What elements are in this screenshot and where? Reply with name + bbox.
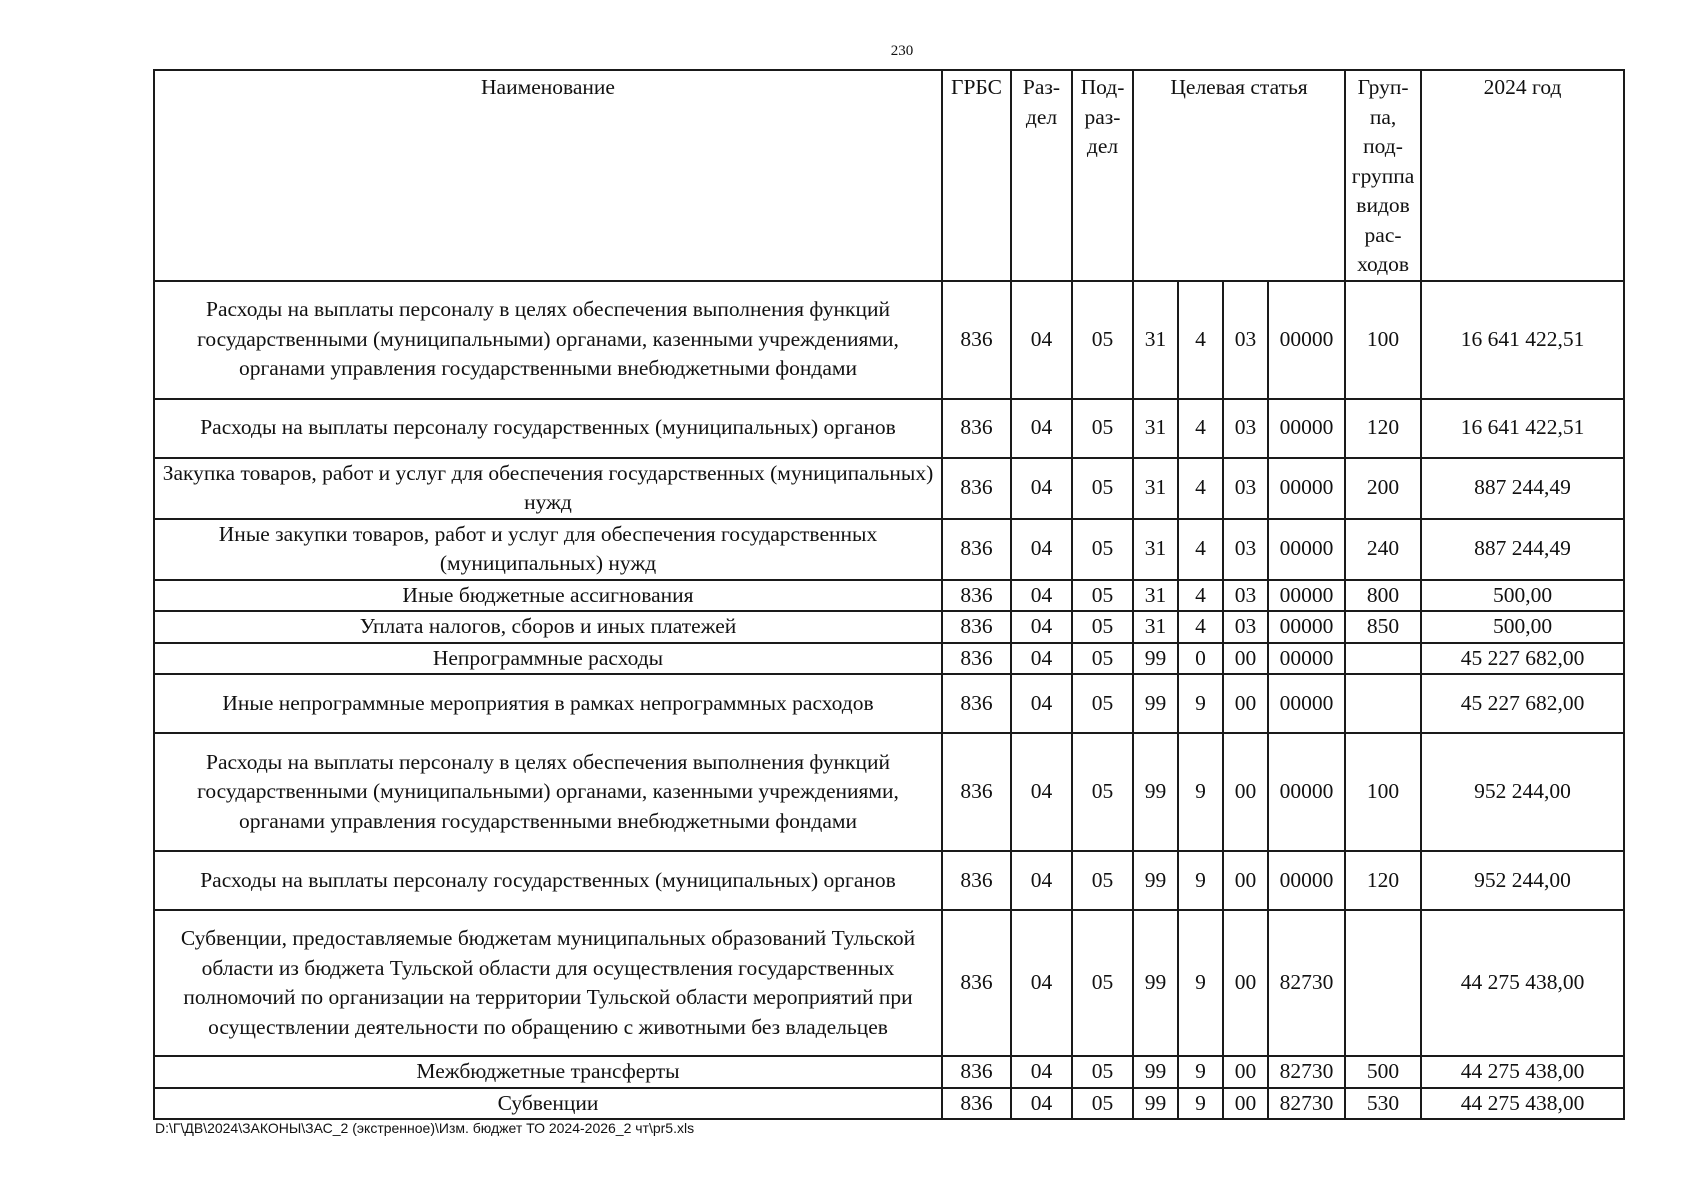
cell-razdel: 04 — [1011, 399, 1072, 458]
cell-target-direction: 00000 — [1268, 580, 1345, 612]
cell-expense-group: 800 — [1345, 580, 1421, 612]
budget-table — [153, 69, 1625, 1120]
cell-expense-group: 120 — [1345, 399, 1421, 458]
cell-name: Иные закупки товаров, работ и услуг для обеспечения государственных (муниципальных) нужд — [154, 519, 942, 580]
cell-target-direction: 82730 — [1268, 1088, 1345, 1120]
cell-razdel: 04 — [1011, 733, 1072, 851]
cell-target-direction: 00000 — [1268, 643, 1345, 675]
cell-amount: 44 275 438,00 — [1421, 910, 1624, 1056]
cell-target-program: 31 — [1133, 281, 1178, 399]
cell-grbs: 836 — [942, 674, 1011, 733]
cell-name: Межбюджетные трансферты — [154, 1056, 942, 1088]
cell-target-subprogram: 00 — [1223, 733, 1268, 851]
cell-name: Субвенции, предоставляемые бюджетам муниципальных образований Тульской области из бюджета Тульской области для осуществления государственных полномочий по организации на территории Тульской области мероприятий при осуществлении деятельности по обращению с животными без владельцев — [154, 910, 942, 1056]
cell-expense-group: 850 — [1345, 611, 1421, 643]
cell-target-subprogram: 00 — [1223, 643, 1268, 675]
table-row — [154, 1088, 1624, 1120]
cell-amount: 887 244,49 — [1421, 519, 1624, 580]
cell-target-program: 99 — [1133, 674, 1178, 733]
cell-target-type: 9 — [1178, 851, 1223, 910]
cell-expense-group: 530 — [1345, 1088, 1421, 1120]
table-row — [154, 611, 1624, 643]
cell-expense-group: 200 — [1345, 458, 1421, 519]
cell-name: Субвенции — [154, 1088, 942, 1120]
cell-podrazdel: 05 — [1072, 399, 1133, 458]
cell-razdel: 04 — [1011, 1056, 1072, 1088]
cell-target-program: 31 — [1133, 399, 1178, 458]
cell-target-subprogram: 00 — [1223, 910, 1268, 1056]
cell-target-direction: 00000 — [1268, 281, 1345, 399]
cell-target-subprogram: 00 — [1223, 674, 1268, 733]
cell-grbs: 836 — [942, 399, 1011, 458]
cell-target-subprogram: 00 — [1223, 1056, 1268, 1088]
cell-target-type: 4 — [1178, 580, 1223, 612]
cell-target-program: 31 — [1133, 519, 1178, 580]
header-razdel: Раз-дел — [1011, 70, 1072, 281]
cell-razdel: 04 — [1011, 1088, 1072, 1120]
cell-name: Иные непрограммные мероприятия в рамках непрограммных расходов — [154, 674, 942, 733]
cell-expense-group — [1345, 910, 1421, 1056]
cell-target-direction: 00000 — [1268, 733, 1345, 851]
table-row — [154, 674, 1624, 733]
cell-target-direction: 00000 — [1268, 851, 1345, 910]
table-row — [154, 851, 1624, 910]
cell-grbs: 836 — [942, 851, 1011, 910]
cell-target-subprogram: 03 — [1223, 281, 1268, 399]
cell-razdel: 04 — [1011, 910, 1072, 1056]
cell-expense-group: 240 — [1345, 519, 1421, 580]
table-row — [154, 1056, 1624, 1088]
header-podrazdel: Под-раз-дел — [1072, 70, 1133, 281]
cell-name: Уплата налогов, сборов и иных платежей — [154, 611, 942, 643]
table-row — [154, 580, 1624, 612]
table-row — [154, 910, 1624, 1056]
cell-expense-group — [1345, 674, 1421, 733]
cell-target-program: 99 — [1133, 643, 1178, 675]
cell-target-direction: 00000 — [1268, 611, 1345, 643]
cell-target-subprogram: 03 — [1223, 611, 1268, 643]
cell-podrazdel: 05 — [1072, 851, 1133, 910]
cell-target-subprogram: 03 — [1223, 580, 1268, 612]
cell-target-type: 9 — [1178, 910, 1223, 1056]
file-path-footer: D:\Г\ДВ\2024\ЗАКОНЫ\ЗАС_2 (экстренное)\Изм. бюджет ТО 2024-2026_2 чт\pr5.xls — [155, 1120, 695, 1136]
table-row — [154, 399, 1624, 458]
cell-target-subprogram: 00 — [1223, 851, 1268, 910]
cell-amount: 500,00 — [1421, 611, 1624, 643]
cell-expense-group: 500 — [1345, 1056, 1421, 1088]
cell-target-program: 99 — [1133, 910, 1178, 1056]
cell-razdel: 04 — [1011, 643, 1072, 675]
cell-target-type: 9 — [1178, 1056, 1223, 1088]
cell-target-program: 99 — [1133, 851, 1178, 910]
header-name: Наименование — [154, 70, 942, 281]
cell-razdel: 04 — [1011, 580, 1072, 612]
cell-podrazdel: 05 — [1072, 611, 1133, 643]
cell-amount: 952 244,00 — [1421, 733, 1624, 851]
cell-grbs: 836 — [942, 733, 1011, 851]
cell-amount: 44 275 438,00 — [1421, 1088, 1624, 1120]
cell-target-subprogram: 03 — [1223, 399, 1268, 458]
cell-grbs: 836 — [942, 611, 1011, 643]
cell-amount: 44 275 438,00 — [1421, 1056, 1624, 1088]
cell-target-program: 99 — [1133, 733, 1178, 851]
cell-target-program: 99 — [1133, 1056, 1178, 1088]
cell-target-program: 99 — [1133, 1088, 1178, 1120]
cell-podrazdel: 05 — [1072, 910, 1133, 1056]
cell-amount: 887 244,49 — [1421, 458, 1624, 519]
cell-podrazdel: 05 — [1072, 458, 1133, 519]
cell-podrazdel: 05 — [1072, 643, 1133, 675]
cell-target-type: 9 — [1178, 1088, 1223, 1120]
cell-expense-group: 100 — [1345, 733, 1421, 851]
cell-target-type: 4 — [1178, 611, 1223, 643]
cell-amount: 45 227 682,00 — [1421, 643, 1624, 675]
cell-target-direction: 82730 — [1268, 910, 1345, 1056]
cell-target-program: 31 — [1133, 458, 1178, 519]
cell-expense-group: 120 — [1345, 851, 1421, 910]
cell-amount: 952 244,00 — [1421, 851, 1624, 910]
table-body — [154, 281, 1624, 1120]
cell-grbs: 836 — [942, 1088, 1011, 1120]
cell-amount: 16 641 422,51 — [1421, 281, 1624, 399]
cell-podrazdel: 05 — [1072, 1056, 1133, 1088]
table-row — [154, 458, 1624, 519]
header-year: 2024 год — [1421, 70, 1624, 281]
cell-razdel: 04 — [1011, 458, 1072, 519]
cell-podrazdel: 05 — [1072, 674, 1133, 733]
table-row — [154, 733, 1624, 851]
cell-name: Расходы на выплаты персоналу государственных (муниципальных) органов — [154, 399, 942, 458]
cell-target-direction: 00000 — [1268, 458, 1345, 519]
cell-podrazdel: 05 — [1072, 519, 1133, 580]
page-number: 230 — [890, 43, 914, 59]
cell-expense-group — [1345, 643, 1421, 675]
cell-target-direction: 82730 — [1268, 1056, 1345, 1088]
cell-amount: 16 641 422,51 — [1421, 399, 1624, 458]
cell-name: Иные бюджетные ассигнования — [154, 580, 942, 612]
cell-expense-group: 100 — [1345, 281, 1421, 399]
header-grbs: ГРБС — [942, 70, 1011, 281]
cell-grbs: 836 — [942, 580, 1011, 612]
cell-target-type: 9 — [1178, 674, 1223, 733]
cell-podrazdel: 05 — [1072, 733, 1133, 851]
cell-razdel: 04 — [1011, 281, 1072, 399]
cell-razdel: 04 — [1011, 519, 1072, 580]
cell-amount: 45 227 682,00 — [1421, 674, 1624, 733]
cell-razdel: 04 — [1011, 611, 1072, 643]
header-target-article: Целевая статья — [1133, 70, 1345, 281]
cell-name: Непрограммные расходы — [154, 643, 942, 675]
cell-name: Закупка товаров, работ и услуг для обеспечения государственных (муниципальных) нужд — [154, 458, 942, 519]
cell-target-direction: 00000 — [1268, 519, 1345, 580]
cell-target-subprogram: 00 — [1223, 1088, 1268, 1120]
cell-podrazdel: 05 — [1072, 1088, 1133, 1120]
header-expense-group: Груп-па, под-группа видов рас-ходов — [1345, 70, 1421, 281]
cell-grbs: 836 — [942, 281, 1011, 399]
cell-target-type: 4 — [1178, 399, 1223, 458]
cell-podrazdel: 05 — [1072, 281, 1133, 399]
cell-razdel: 04 — [1011, 851, 1072, 910]
cell-target-type: 4 — [1178, 458, 1223, 519]
cell-podrazdel: 05 — [1072, 580, 1133, 612]
cell-grbs: 836 — [942, 1056, 1011, 1088]
cell-grbs: 836 — [942, 458, 1011, 519]
cell-name: Расходы на выплаты персоналу в целях обеспечения выполнения функций государственными (муниципальными) органами, казенными учреждениями, органами управления государственными внебюджетными фондами — [154, 733, 942, 851]
cell-name: Расходы на выплаты персоналу государственных (муниципальных) органов — [154, 851, 942, 910]
table-row — [154, 643, 1624, 675]
cell-target-subprogram: 03 — [1223, 458, 1268, 519]
cell-grbs: 836 — [942, 643, 1011, 675]
cell-grbs: 836 — [942, 519, 1011, 580]
cell-target-type: 4 — [1178, 519, 1223, 580]
cell-target-type: 0 — [1178, 643, 1223, 675]
table-row — [154, 519, 1624, 580]
cell-name: Расходы на выплаты персоналу в целях обеспечения выполнения функций государственными (муниципальными) органами, казенными учреждениями, органами управления государственными внебюджетными фондами — [154, 281, 942, 399]
cell-target-program: 31 — [1133, 611, 1178, 643]
cell-target-direction: 00000 — [1268, 399, 1345, 458]
cell-amount: 500,00 — [1421, 580, 1624, 612]
cell-razdel: 04 — [1011, 674, 1072, 733]
cell-grbs: 836 — [942, 910, 1011, 1056]
cell-target-type: 4 — [1178, 281, 1223, 399]
cell-target-direction: 00000 — [1268, 674, 1345, 733]
cell-target-type: 9 — [1178, 733, 1223, 851]
table-row — [154, 281, 1624, 399]
cell-target-program: 31 — [1133, 580, 1178, 612]
cell-target-subprogram: 03 — [1223, 519, 1268, 580]
table-header-row — [154, 70, 1624, 281]
